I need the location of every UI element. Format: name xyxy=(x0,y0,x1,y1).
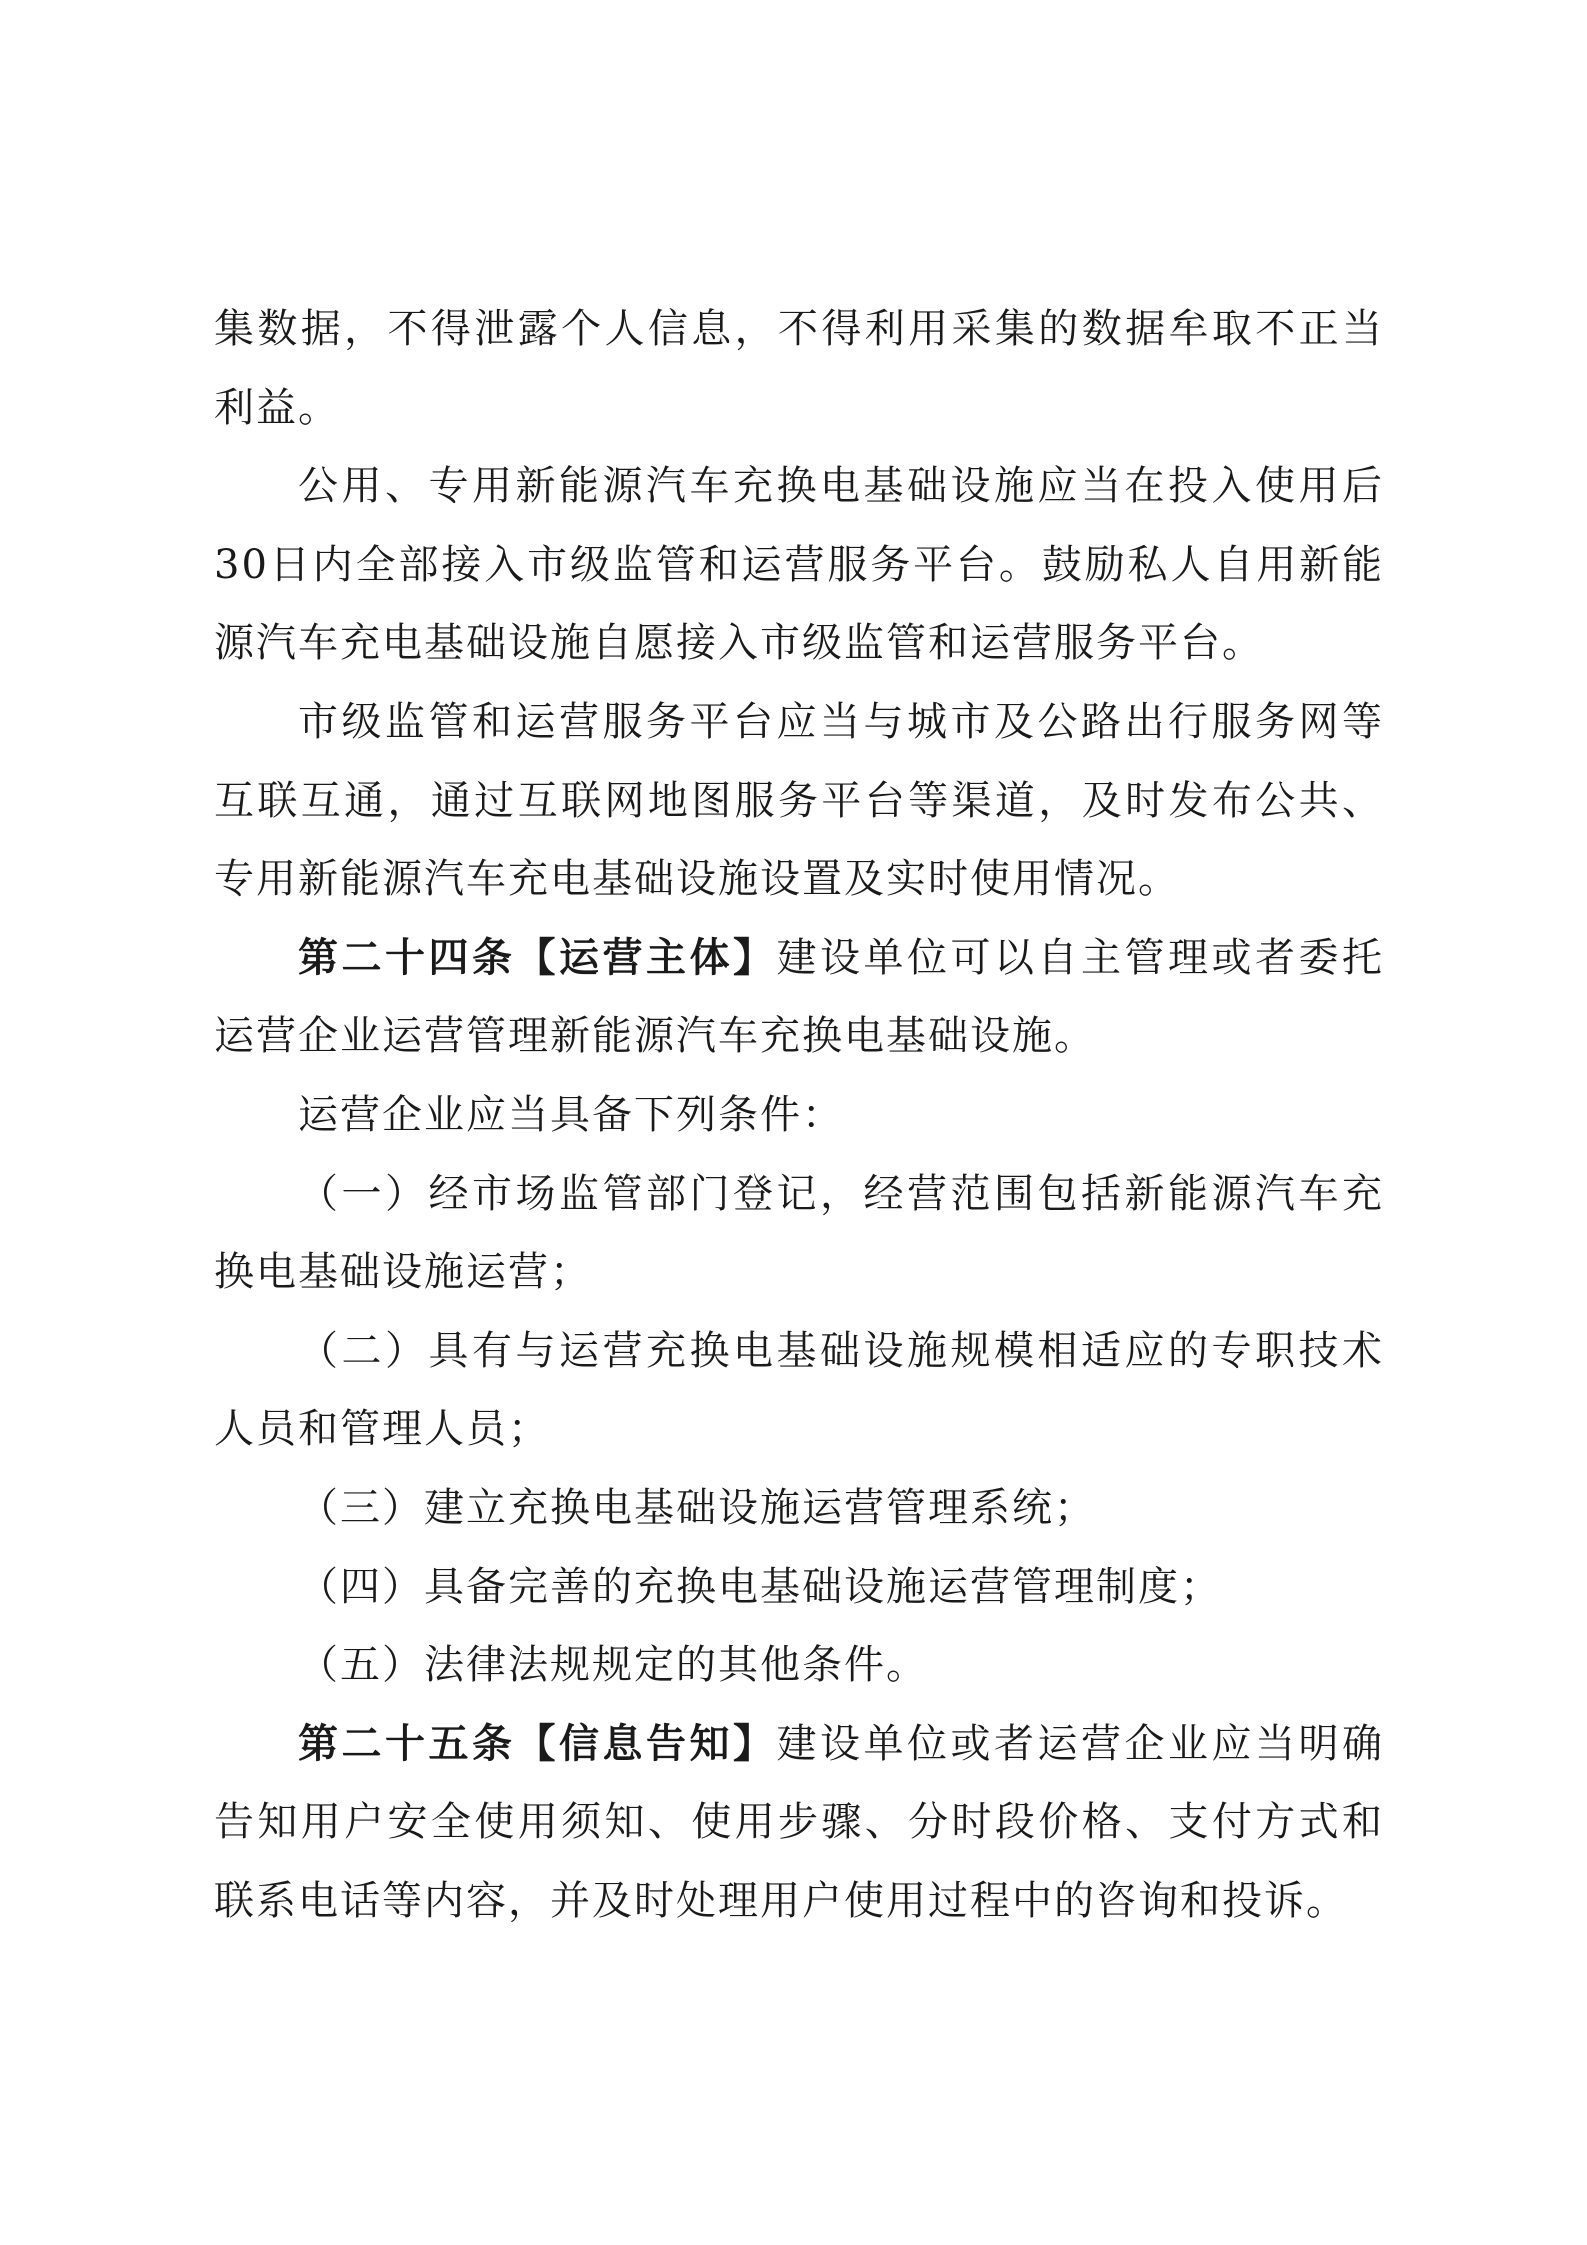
condition-item-3 xyxy=(214,1469,1384,1548)
article-24 xyxy=(214,919,1384,1076)
paragraph-platform-access xyxy=(214,447,1384,683)
condition-text: （一）经市场监管部门登记，经营范围包括新能源汽车充换电基础设施运营； xyxy=(214,1170,1384,1296)
article-24-text: 建设单位可以自主管理或者委托运营企业运营管理新能源汽车充换电基础设施。 xyxy=(214,934,1384,1060)
condition-item-4 xyxy=(214,1548,1384,1627)
paragraph-conditions-intro xyxy=(214,1076,1384,1155)
article-25 xyxy=(214,1705,1384,1941)
condition-item-1 xyxy=(214,1155,1384,1312)
condition-text: （五）法律法规规定的其他条件。 xyxy=(298,1642,928,1689)
condition-text: （三）建立充换电基础设施运营管理系统； xyxy=(298,1484,1096,1531)
condition-item-2 xyxy=(214,1312,1384,1469)
paragraph-text: 运营企业应当具备下列条件： xyxy=(298,1091,844,1138)
article-25-text: 建设单位或者运营企业应当明确告知用户安全使用须知、使用步骤、分时段价格、支付方式和联系电话等内容，并及时处理用户使用过程中的咨询和投诉。 xyxy=(214,1720,1384,1924)
document-body xyxy=(214,290,1384,1940)
condition-text: （四）具备完善的充换电基础设施运营管理制度； xyxy=(298,1563,1222,1610)
paragraph-text: 公用、专用新能源汽车充换电基础设施应当在投入使用后30日内全部接入市级监管和运营服务平台。鼓励私人自用新能源汽车充电基础设施自愿接入市级监管和运营服务平台。 xyxy=(214,463,1384,667)
article-25-heading: 第二十五条【信息告知】 xyxy=(298,1719,777,1767)
paragraph-text: 集数据，不得泄露个人信息，不得利用采集的数据牟取不正当利益。 xyxy=(214,306,1384,431)
article-24-heading: 第二十四条【运营主体】 xyxy=(298,933,777,981)
condition-text: （二）具有与运营充换电基础设施规模相适应的专职技术人员和管理人员； xyxy=(214,1327,1384,1453)
paragraph-platform-interconnection xyxy=(214,683,1384,919)
paragraph-data-collection xyxy=(214,290,1384,447)
paragraph-text: 市级监管和运营服务平台应当与城市及公路出行服务网等互联互通，通过互联网地图服务平台等渠道，及时发布公共、专用新能源汽车充电基础设施设置及实时使用情况。 xyxy=(214,698,1384,903)
condition-item-5 xyxy=(214,1626,1384,1705)
